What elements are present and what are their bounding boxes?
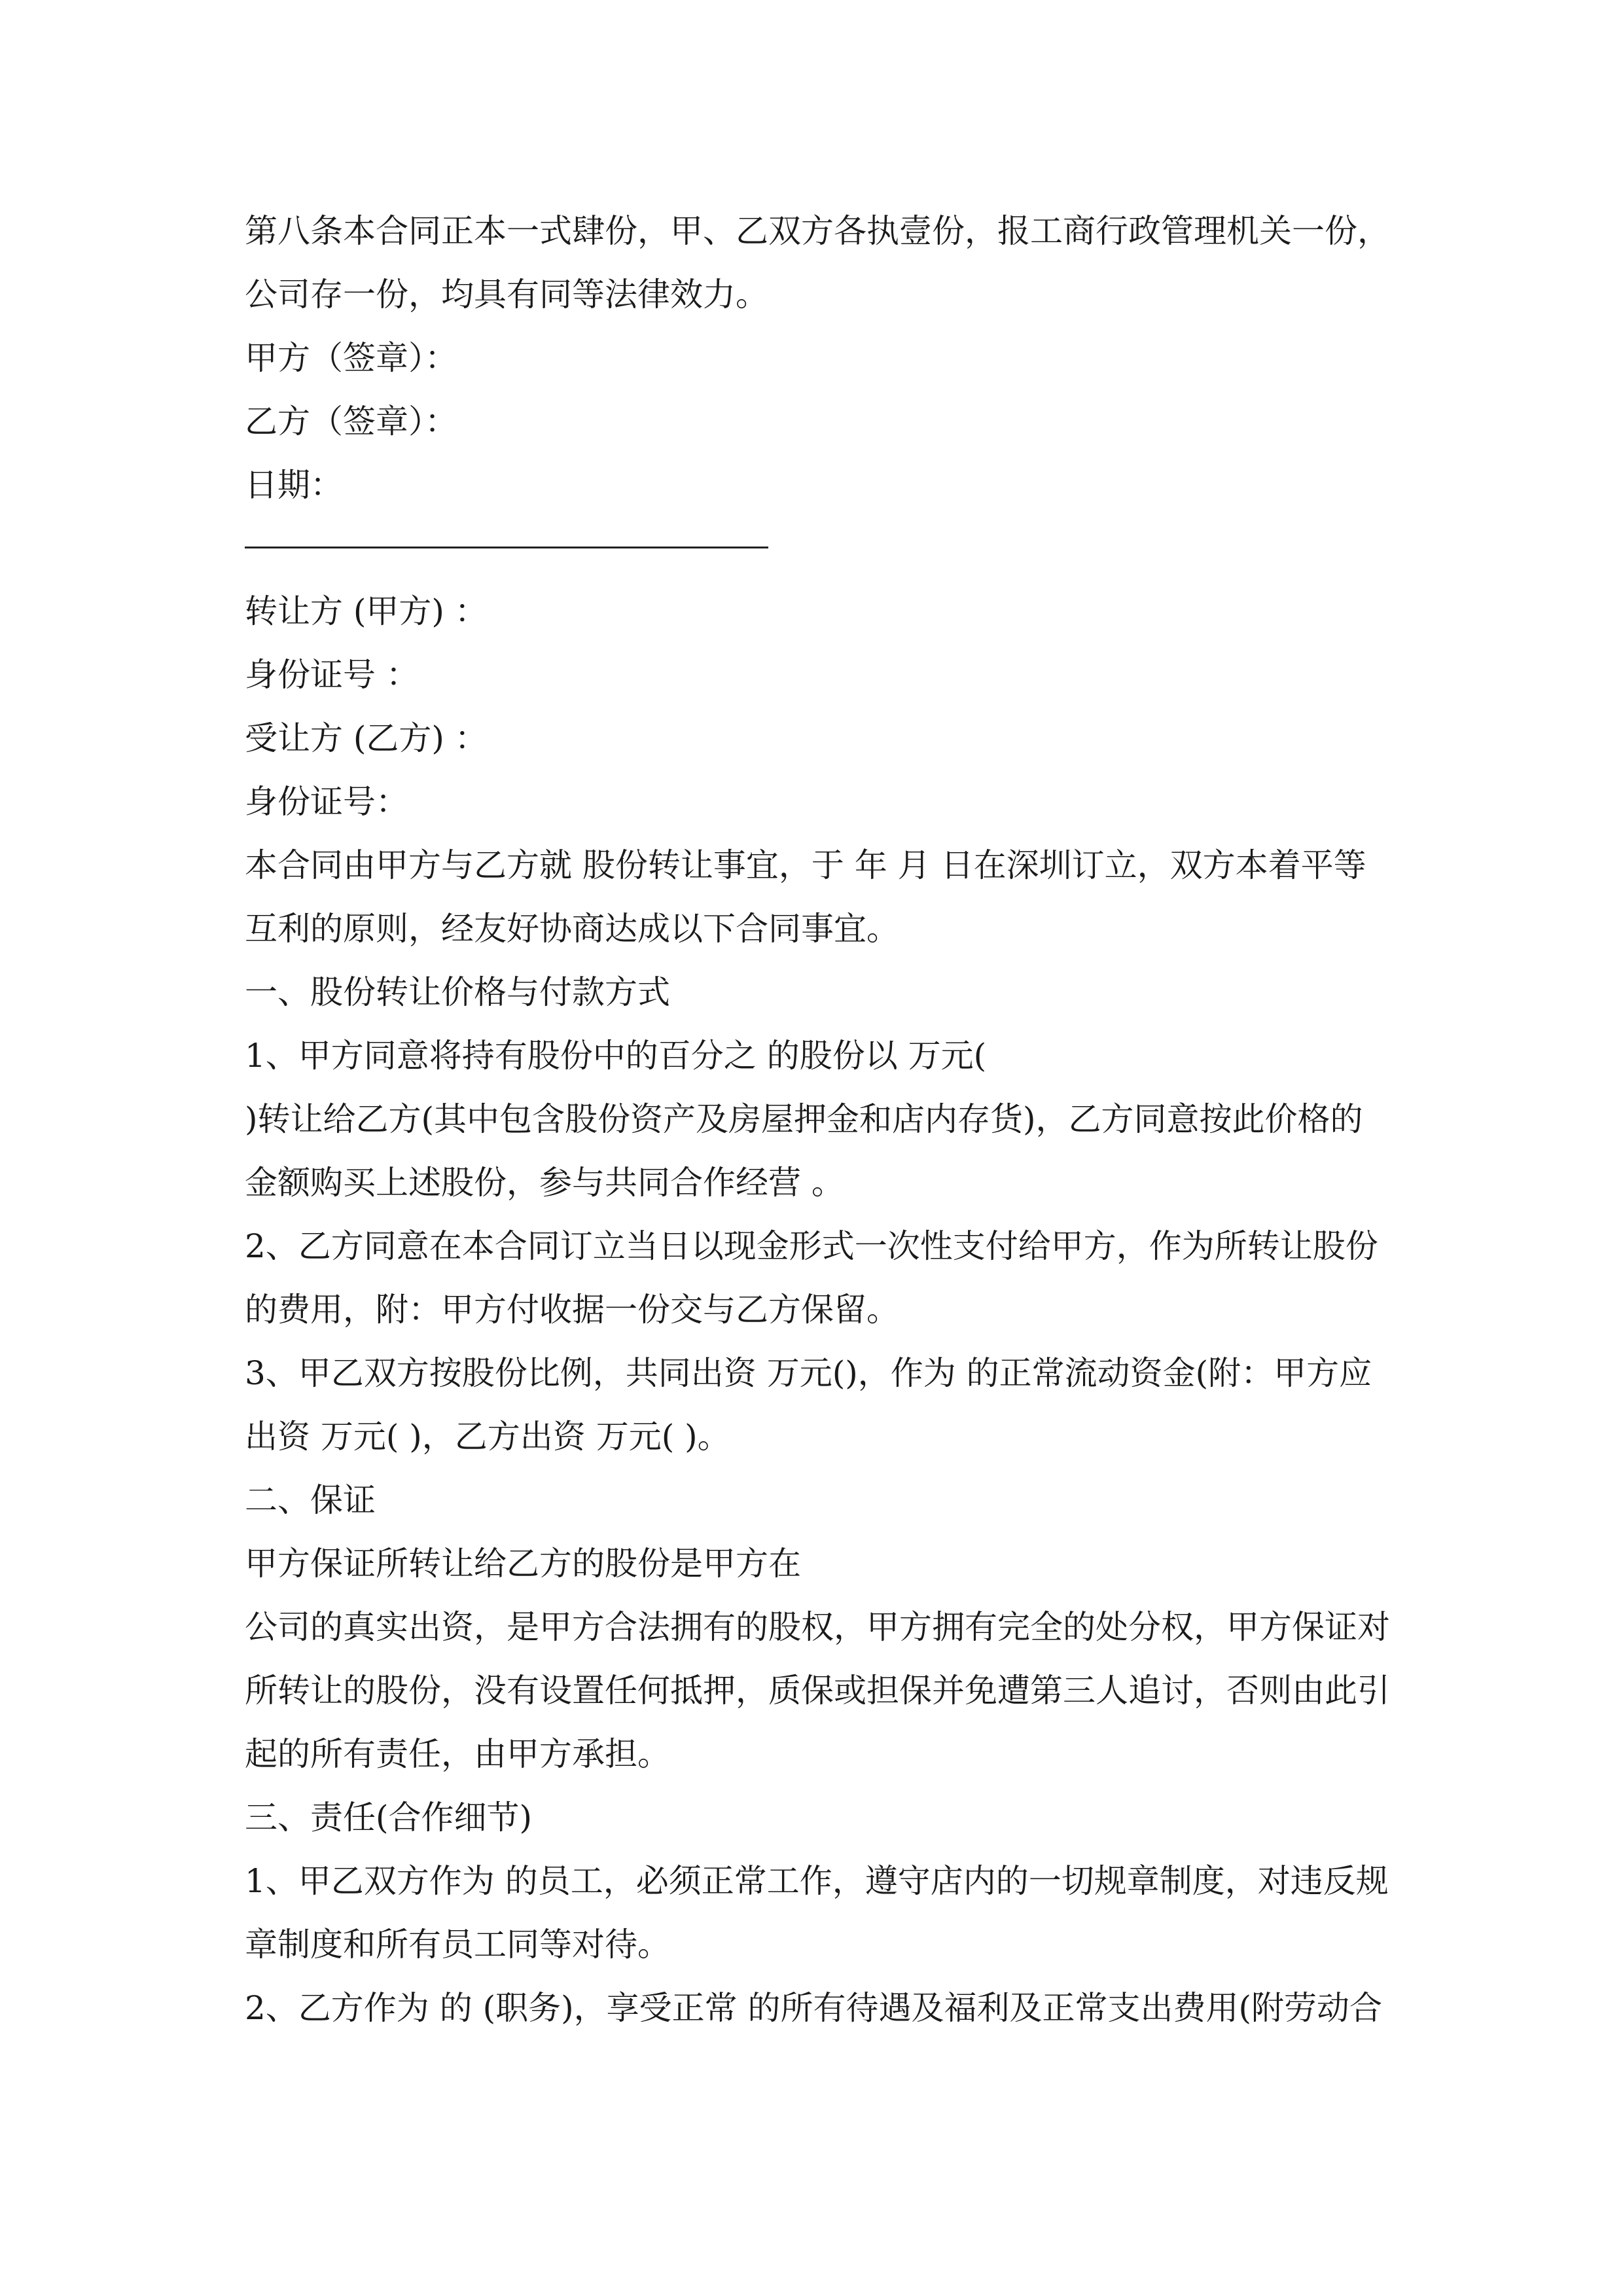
section-2-heading: 二、保证: [245, 1481, 376, 1519]
section-1-item-3-line-1: 3、甲乙双方按股份比例，共同出资 万元()，作为 的正常流动资金(附：甲方应: [245, 1354, 1372, 1392]
intro-line-1: 本合同由甲方与乙方就 股份转让事宜，于 年 月 日在深圳订立，双方本着平等: [245, 846, 1366, 884]
intro-line-2: 互利的原则，经友好协商达成以下合同事宜。: [245, 910, 899, 948]
section-3-item-1-line-1: 1、甲乙双方作为 的员工，必须正常工作，遵守店内的一切规章制度，对违反规: [245, 1862, 1389, 1900]
section-1-item-2-line-2: 的费用，附：甲方付收据一份交与乙方保留。: [245, 1291, 899, 1329]
transferor-label: 转让方 (甲方) ：: [245, 592, 488, 630]
section-3-item-1-line-2: 章制度和所有员工同等对待。: [245, 1926, 670, 1964]
date-label: 日期：: [245, 466, 343, 504]
clause-8-line-2: 公司存一份，均具有同等法律效力。: [245, 276, 768, 314]
section-1-item-3-line-2: 出资 万元( )，乙方出资 万元( )。: [245, 1418, 730, 1456]
transferor-id-label: 身份证号 ：: [245, 656, 419, 694]
section-1-item-1-line-2: )转让给乙方(其中包含股份资产及房屋押金和店内存货)，乙方同意按此价格的: [245, 1100, 1363, 1138]
transferee-label: 受让方 (乙方) ：: [245, 719, 488, 757]
clause-8-line-1: 第八条本合同正本一式肆份，甲、乙双方各执壹份，报工商行政管理机关一份，: [245, 212, 1390, 250]
section-2-line-2: 公司的真实出资，是甲方合法拥有的股权，甲方拥有完全的处分权，甲方保证对: [245, 1608, 1390, 1646]
section-1-heading: 一、股份转让价格与付款方式: [245, 973, 670, 1011]
transferee-id-label: 身份证号：: [245, 783, 408, 821]
party-a-signature: 甲方（签章）：: [245, 339, 457, 377]
section-2-line-1: 甲方保证所转让给乙方的股份是甲方在: [245, 1545, 801, 1583]
separator-line: [245, 547, 768, 548]
section-1-item-2-line-1: 2、乙方同意在本合同订立当日以现金形式一次性支付给甲方，作为所转让股份: [245, 1227, 1378, 1265]
section-3-item-2-line-1: 2、乙方作为 的 (职务)，享受正常 的所有待遇及福利及正常支出费用(附劳动合: [245, 1989, 1383, 2027]
section-1-item-1-line-1: 1、甲方同意将持有股份中的百分之 的股份以 万元(: [245, 1037, 987, 1075]
party-b-signature: 乙方（签章）：: [245, 403, 457, 440]
section-3-heading: 三、责任(合作细节): [245, 1799, 533, 1837]
section-2-line-4: 起的所有责任，由甲方承担。: [245, 1735, 670, 1773]
section-1-item-1-line-3: 金额购买上述股份，参与共同合作经营 。: [245, 1164, 844, 1202]
section-2-line-3: 所转让的股份，没有设置任何抵押，质保或担保并免遭第三人追讨，否则由此引: [245, 1672, 1390, 1710]
